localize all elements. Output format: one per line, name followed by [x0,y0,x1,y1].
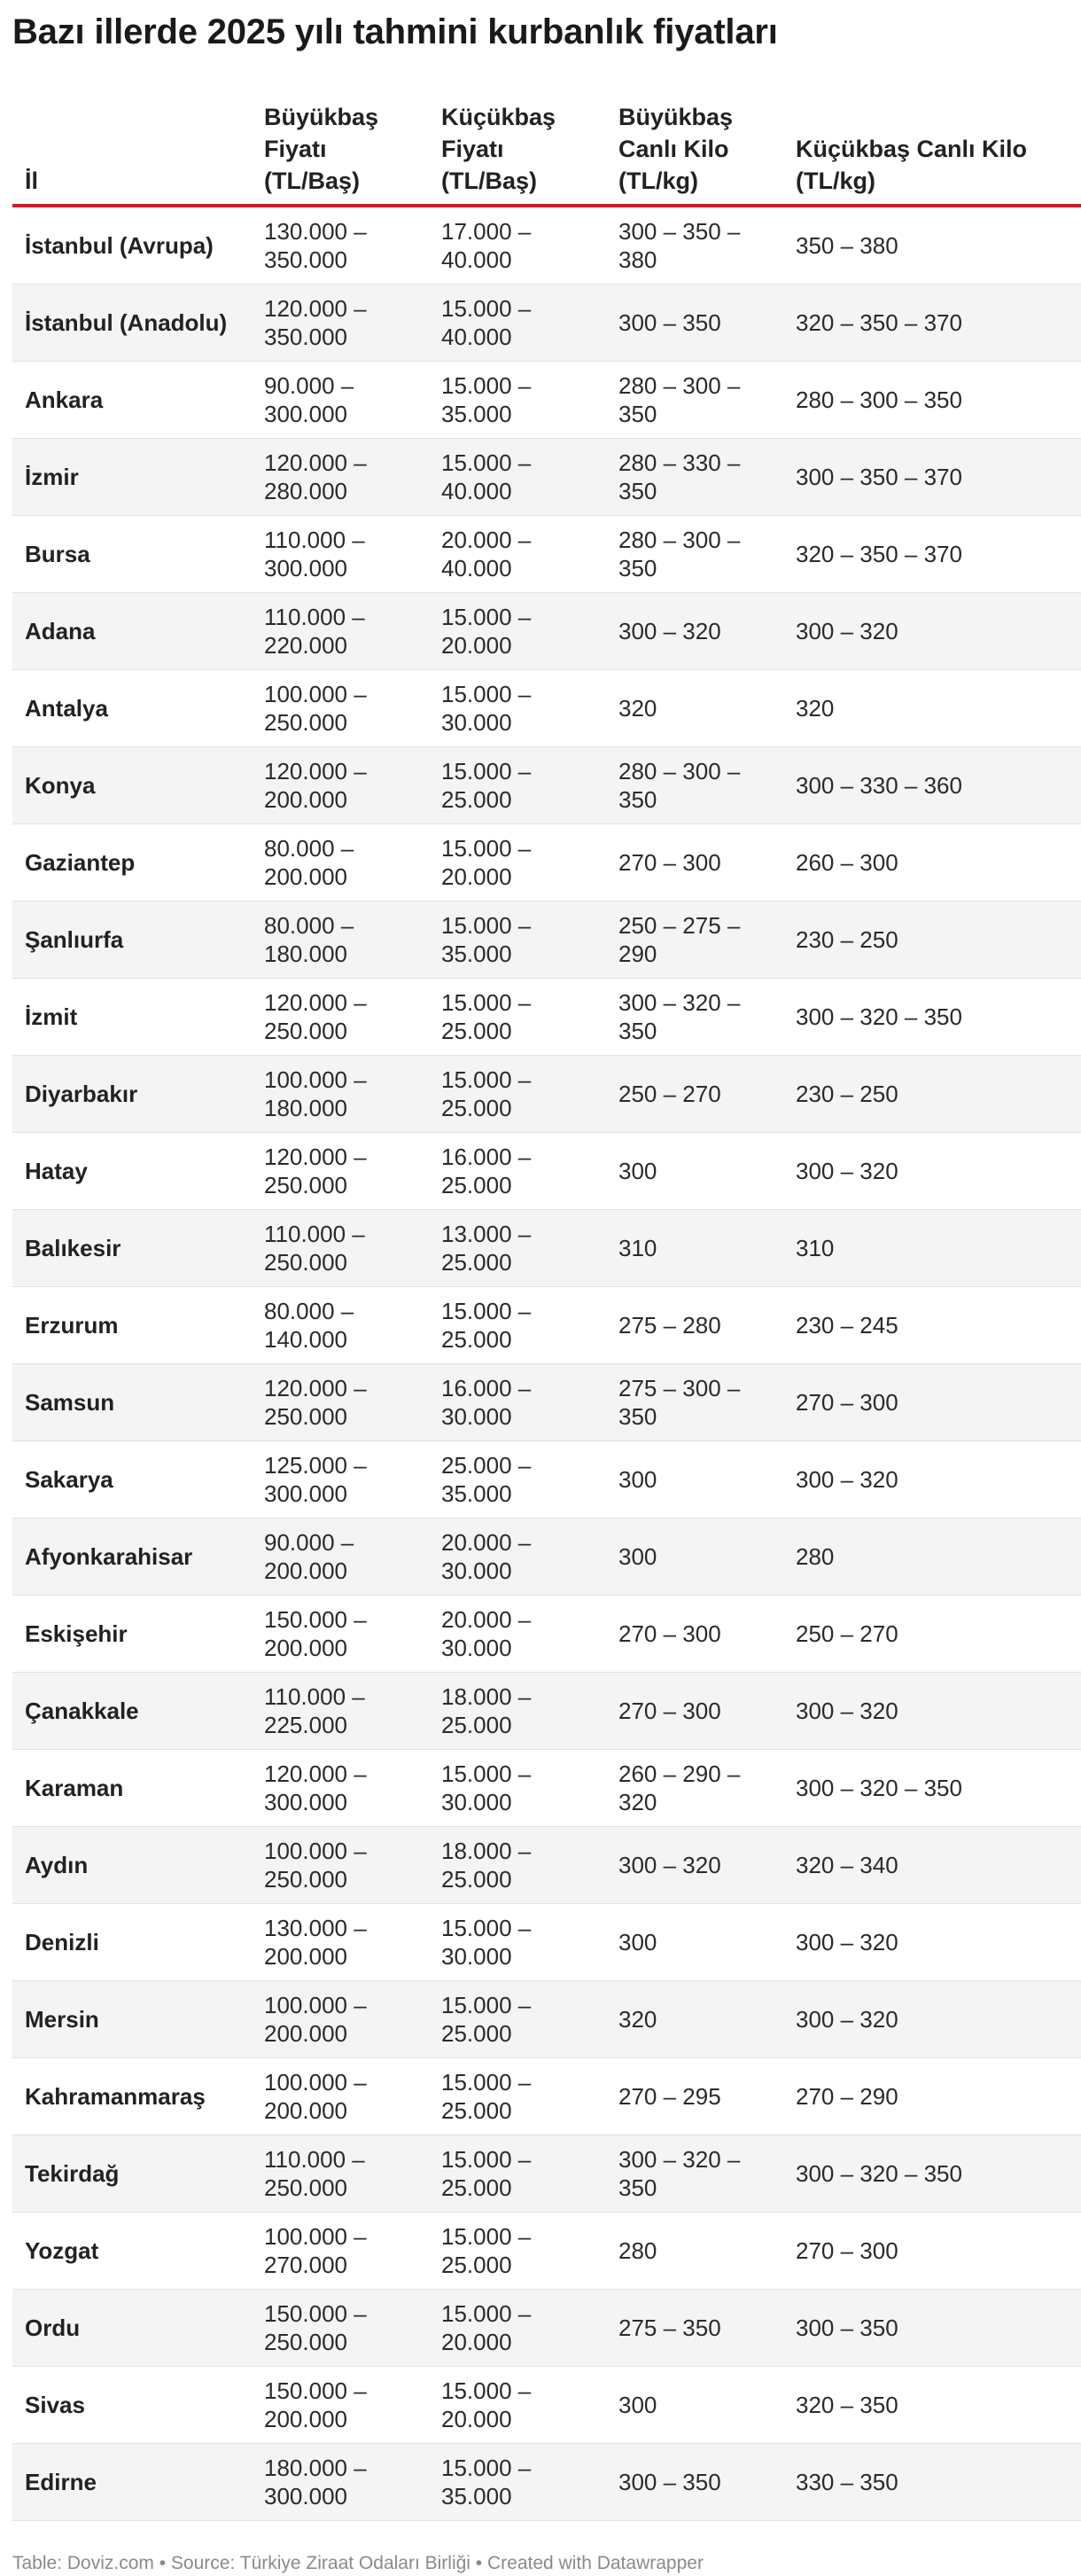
value-cell: 280 – 300 – 350 [606,516,783,593]
table-row [12,979,1081,1056]
value-cell: 15.000 – 25.000 [429,2058,606,2135]
value-cell: 15.000 – 25.000 [429,979,606,1056]
value-cell: 275 – 350 [606,2290,783,2367]
city-cell: Hatay [12,1133,252,1210]
value-cell: 275 – 280 [606,1287,783,1364]
value-cell: 15.000 – 25.000 [429,747,606,824]
value-cell: 300 – 320 [783,1904,1081,1981]
value-cell: 270 – 300 [783,1364,1081,1441]
table-row [12,362,1081,439]
value-cell: 110.000 – 300.000 [252,516,429,593]
value-cell: 300 – 350 – 370 [783,439,1081,516]
value-cell: 15.000 – 25.000 [429,1981,606,2058]
value-cell: 15.000 – 40.000 [429,439,606,516]
column-header: Büyükbaş Canlı Kilo (TL/kg) [606,101,783,206]
value-cell: 15.000 – 35.000 [429,902,606,979]
value-cell: 17.000 – 40.000 [429,206,606,285]
value-cell: 120.000 – 250.000 [252,1133,429,1210]
value-cell: 15.000 – 20.000 [429,593,606,670]
table-row [12,1904,1081,1981]
value-cell: 15.000 – 25.000 [429,1056,606,1133]
table-row [12,1210,1081,1287]
value-cell: 270 – 300 [606,824,783,902]
value-cell: 300 – 320 [783,593,1081,670]
value-cell: 20.000 – 40.000 [429,516,606,593]
value-cell: 110.000 – 250.000 [252,2135,429,2213]
city-cell: Edirne [12,2444,252,2521]
source-footer: Table: Doviz.com • Source: Türkiye Ziraat Odaları Birliği • Created with Datawrapper [12,2553,704,2573]
table-row [12,1364,1081,1441]
city-cell: Sivas [12,2367,252,2444]
value-cell: 100.000 – 180.000 [252,1056,429,1133]
table-row [12,670,1081,747]
city-cell: Sakarya [12,1441,252,1518]
value-cell: 100.000 – 200.000 [252,1981,429,2058]
value-cell: 280 [606,2213,783,2290]
value-cell: 280 [783,1518,1081,1596]
value-cell: 300 – 320 – 350 [783,979,1081,1056]
value-cell: 150.000 – 200.000 [252,1596,429,1673]
value-cell: 320 [783,670,1081,747]
city-cell: Denizli [12,1904,252,1981]
table-row [12,593,1081,670]
value-cell: 300 – 320 [606,593,783,670]
city-cell: Çanakkale [12,1673,252,1750]
value-cell: 120.000 – 300.000 [252,1750,429,1827]
value-cell: 275 – 300 – 350 [606,1364,783,1441]
table-row [12,1287,1081,1364]
value-cell: 130.000 – 200.000 [252,1904,429,1981]
city-cell: İstanbul (Avrupa) [12,206,252,285]
value-cell: 15.000 – 35.000 [429,362,606,439]
table-row [12,1596,1081,1673]
value-cell: 18.000 – 25.000 [429,1673,606,1750]
value-cell: 350 – 380 [783,206,1081,285]
table-title: Bazı illerde 2025 yılı tahmini kurbanlık fiyatları [12,12,778,51]
table-row [12,1518,1081,1596]
value-cell: 90.000 – 300.000 [252,362,429,439]
value-cell: 120.000 – 350.000 [252,285,429,362]
value-cell: 270 – 295 [606,2058,783,2135]
table-row [12,2135,1081,2213]
table-row [12,902,1081,979]
value-cell: 125.000 – 300.000 [252,1441,429,1518]
city-cell: Ordu [12,2290,252,2367]
table-row [12,1441,1081,1518]
value-cell: 20.000 – 30.000 [429,1596,606,1673]
city-cell: Tekirdağ [12,2135,252,2213]
value-cell: 15.000 – 35.000 [429,2444,606,2521]
value-cell: 15.000 – 30.000 [429,670,606,747]
value-cell: 15.000 – 20.000 [429,824,606,902]
value-cell: 110.000 – 225.000 [252,1673,429,1750]
table-row [12,1981,1081,2058]
column-header: Büyükbaş Fiyatı (TL/Baş) [252,101,429,206]
value-cell: 270 – 300 [606,1596,783,1673]
value-cell: 300 – 350 [606,285,783,362]
value-cell: 300 [606,2367,783,2444]
value-cell: 320 – 350 – 370 [783,516,1081,593]
city-cell: Samsun [12,1364,252,1441]
value-cell: 120.000 – 250.000 [252,1364,429,1441]
city-cell: Ankara [12,362,252,439]
value-cell: 16.000 – 25.000 [429,1133,606,1210]
column-header: İl [12,101,252,206]
value-cell: 300 [606,1441,783,1518]
value-cell: 320 [606,670,783,747]
price-table [12,101,1081,2521]
value-cell: 100.000 – 270.000 [252,2213,429,2290]
value-cell: 80.000 – 140.000 [252,1287,429,1364]
value-cell: 180.000 – 300.000 [252,2444,429,2521]
value-cell: 260 – 300 [783,824,1081,902]
value-cell: 250 – 270 [606,1056,783,1133]
table-row [12,439,1081,516]
value-cell: 15.000 – 40.000 [429,285,606,362]
table-row [12,824,1081,902]
city-cell: Şanlıurfa [12,902,252,979]
value-cell: 300 – 320 [606,1827,783,1904]
value-cell: 270 – 300 [606,1673,783,1750]
value-cell: 80.000 – 200.000 [252,824,429,902]
value-cell: 110.000 – 220.000 [252,593,429,670]
city-cell: Mersin [12,1981,252,2058]
value-cell: 300 [606,1133,783,1210]
value-cell: 250 – 275 – 290 [606,902,783,979]
value-cell: 330 – 350 [783,2444,1081,2521]
value-cell: 15.000 – 25.000 [429,2135,606,2213]
value-cell: 230 – 250 [783,902,1081,979]
city-cell: Aydın [12,1827,252,1904]
value-cell: 150.000 – 200.000 [252,2367,429,2444]
value-cell: 270 – 300 [783,2213,1081,2290]
value-cell: 300 [606,1518,783,1596]
header-row [12,101,1081,206]
column-header: Küçükbaş Fiyatı (TL/Baş) [429,101,606,206]
value-cell: 300 – 320 [783,1441,1081,1518]
value-cell: 280 – 330 – 350 [606,439,783,516]
value-cell: 300 – 320 [783,1133,1081,1210]
city-cell: Adana [12,593,252,670]
value-cell: 280 – 300 – 350 [783,362,1081,439]
value-cell: 280 – 300 – 350 [606,362,783,439]
value-cell: 130.000 – 350.000 [252,206,429,285]
city-cell: Konya [12,747,252,824]
table-row [12,285,1081,362]
table-row [12,2058,1081,2135]
value-cell: 320 – 340 [783,1827,1081,1904]
table-header [12,101,1081,206]
table-row [12,1673,1081,1750]
value-cell: 120.000 – 200.000 [252,747,429,824]
table-row [12,1750,1081,1827]
city-cell: Gaziantep [12,824,252,902]
value-cell: 16.000 – 30.000 [429,1364,606,1441]
value-cell: 120.000 – 250.000 [252,979,429,1056]
table-row [12,1133,1081,1210]
value-cell: 300 – 320 – 350 [606,979,783,1056]
value-cell: 18.000 – 25.000 [429,1827,606,1904]
value-cell: 120.000 – 280.000 [252,439,429,516]
city-cell: Antalya [12,670,252,747]
table-row [12,2213,1081,2290]
value-cell: 15.000 – 25.000 [429,1287,606,1364]
city-cell: Bursa [12,516,252,593]
city-cell: İstanbul (Anadolu) [12,285,252,362]
city-cell: İzmit [12,979,252,1056]
value-cell: 80.000 – 180.000 [252,902,429,979]
value-cell: 15.000 – 25.000 [429,2213,606,2290]
value-cell: 300 – 320 – 350 [606,2135,783,2213]
city-cell: Erzurum [12,1287,252,1364]
table-row [12,2367,1081,2444]
table-row [12,206,1081,285]
value-cell: 310 [783,1210,1081,1287]
value-cell: 100.000 – 250.000 [252,1827,429,1904]
value-cell: 15.000 – 20.000 [429,2290,606,2367]
value-cell: 320 – 350 – 370 [783,285,1081,362]
city-cell: İzmir [12,439,252,516]
value-cell: 320 – 350 [783,2367,1081,2444]
value-cell: 230 – 245 [783,1287,1081,1364]
value-cell: 260 – 290 – 320 [606,1750,783,1827]
city-cell: Balıkesir [12,1210,252,1287]
value-cell: 100.000 – 200.000 [252,2058,429,2135]
table-row [12,2444,1081,2521]
value-cell: 280 – 300 – 350 [606,747,783,824]
value-cell: 300 – 320 – 350 [783,2135,1081,2213]
column-header: Küçükbaş Canlı Kilo (TL/kg) [783,101,1081,206]
table-row [12,1827,1081,1904]
city-cell: Afyonkarahisar [12,1518,252,1596]
table-row [12,516,1081,593]
value-cell: 230 – 250 [783,1056,1081,1133]
city-cell: Diyarbakır [12,1056,252,1133]
city-cell: Kahramanmaraş [12,2058,252,2135]
table-row [12,2290,1081,2367]
value-cell: 150.000 – 250.000 [252,2290,429,2367]
value-cell: 320 [606,1981,783,2058]
value-cell: 300 – 350 [606,2444,783,2521]
value-cell: 300 – 320 [783,1981,1081,2058]
value-cell: 90.000 – 200.000 [252,1518,429,1596]
value-cell: 300 – 350 [783,2290,1081,2367]
table-row [12,1056,1081,1133]
value-cell: 25.000 – 35.000 [429,1441,606,1518]
value-cell: 310 [606,1210,783,1287]
value-cell: 110.000 – 250.000 [252,1210,429,1287]
value-cell: 300 – 350 – 380 [606,206,783,285]
value-cell: 270 – 290 [783,2058,1081,2135]
value-cell: 13.000 – 25.000 [429,1210,606,1287]
city-cell: Eskişehir [12,1596,252,1673]
value-cell: 300 – 320 – 350 [783,1750,1081,1827]
value-cell: 300 [606,1904,783,1981]
table-body [12,206,1081,2521]
value-cell: 300 – 330 – 360 [783,747,1081,824]
table-row [12,747,1081,824]
value-cell: 15.000 – 30.000 [429,1750,606,1827]
value-cell: 15.000 – 30.000 [429,1904,606,1981]
value-cell: 100.000 – 250.000 [252,670,429,747]
value-cell: 300 – 320 [783,1673,1081,1750]
city-cell: Karaman [12,1750,252,1827]
city-cell: Yozgat [12,2213,252,2290]
value-cell: 250 – 270 [783,1596,1081,1673]
value-cell: 15.000 – 20.000 [429,2367,606,2444]
value-cell: 20.000 – 30.000 [429,1518,606,1596]
